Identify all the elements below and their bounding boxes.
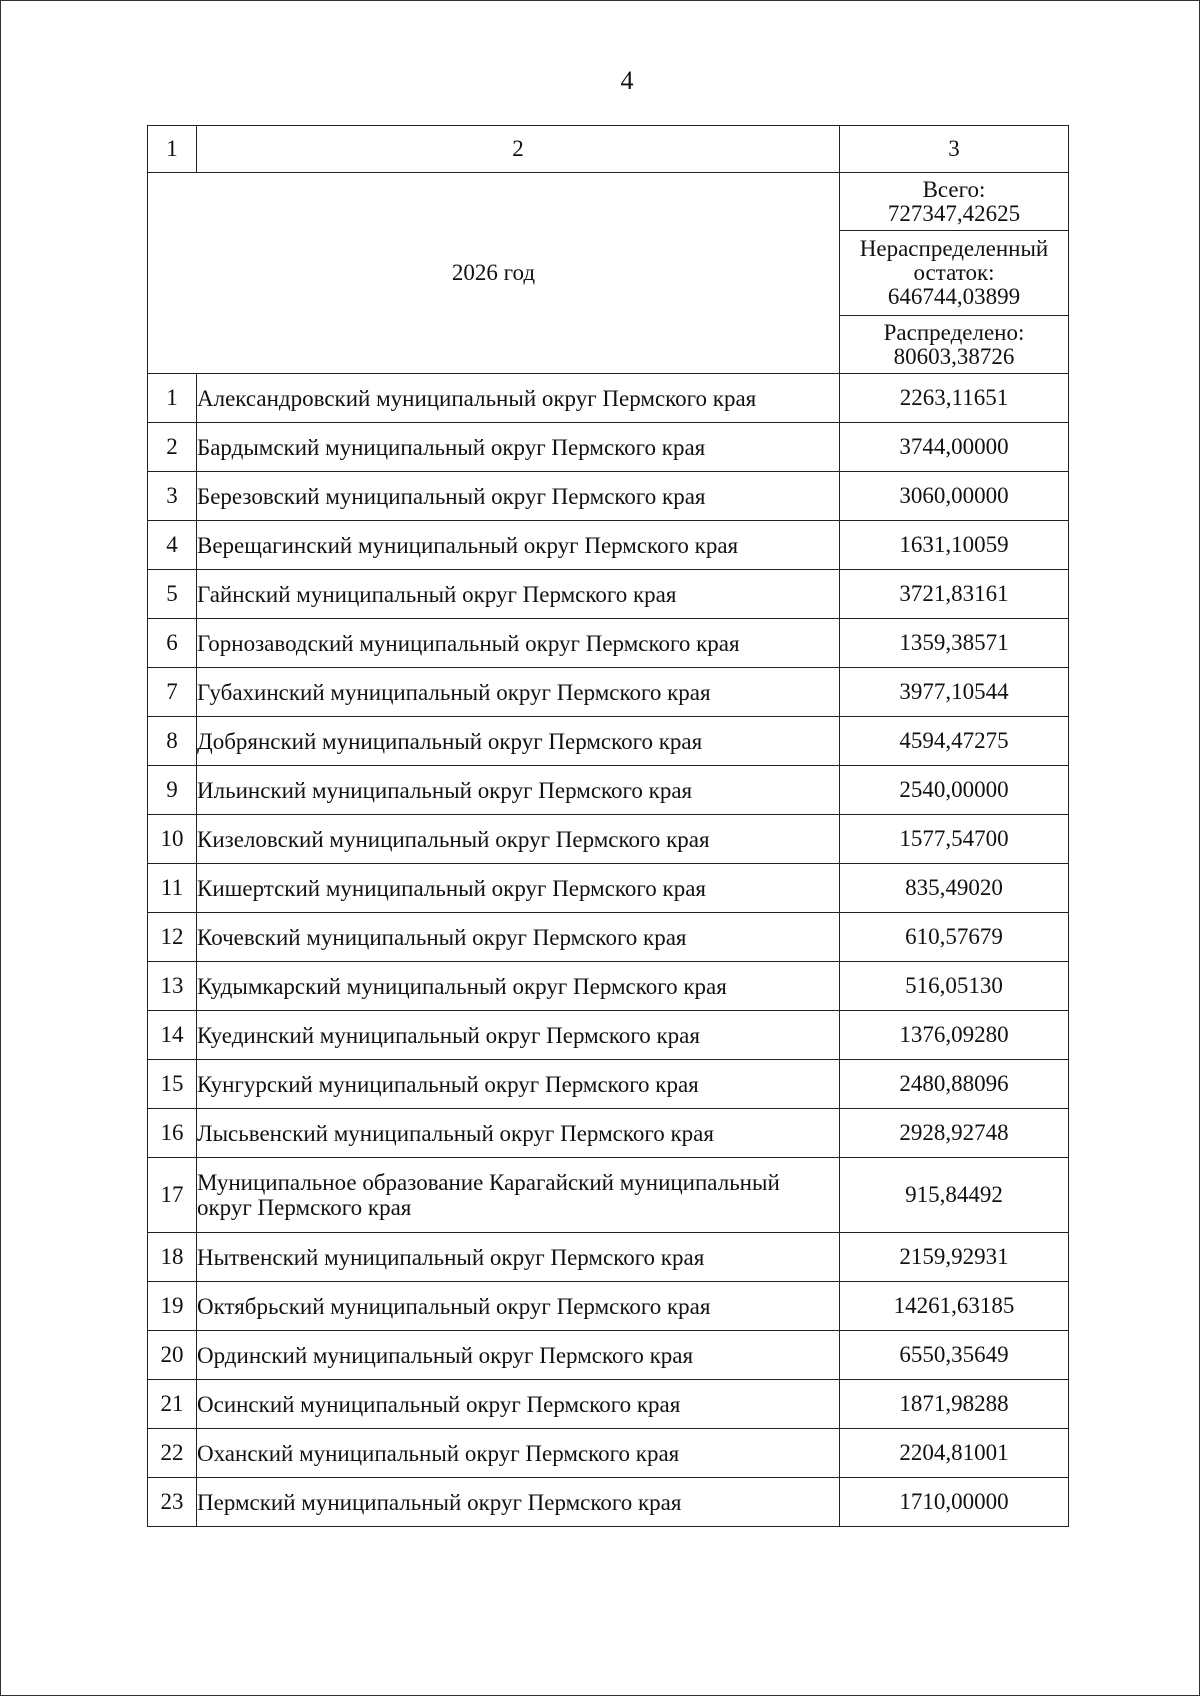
row-number: 20 — [148, 1331, 197, 1380]
year-label: 2026 год — [148, 173, 840, 374]
row-number: 19 — [148, 1282, 197, 1331]
total-value: 727347,42625 — [887, 200, 1021, 226]
table-row — [148, 717, 1069, 766]
total-label: Всего: — [922, 176, 986, 202]
table-row — [148, 374, 1069, 423]
row-number: 11 — [148, 864, 197, 913]
row-number: 16 — [148, 1109, 197, 1158]
row-number: 15 — [148, 1060, 197, 1109]
table-row — [148, 1011, 1069, 1060]
amount-value: 1577,54700 — [840, 815, 1069, 864]
amount-value: 610,57679 — [840, 913, 1069, 962]
row-number: 10 — [148, 815, 197, 864]
table-row — [148, 619, 1069, 668]
municipality-name: Березовский муниципальный округ Пермского края — [197, 472, 840, 521]
municipality-name: Горнозаводский муниципальный округ Пермского края — [197, 619, 840, 668]
amount-value: 2263,11651 — [840, 374, 1069, 423]
amount-value: 1871,98288 — [840, 1380, 1069, 1429]
distributed-cell — [840, 316, 1069, 374]
header-col-2: 2 — [197, 126, 840, 173]
row-number: 13 — [148, 962, 197, 1011]
table-row — [148, 668, 1069, 717]
table-row — [148, 1380, 1069, 1429]
municipality-name: Куединский муниципальный округ Пермского края — [197, 1011, 840, 1060]
municipality-name: Пермский муниципальный округ Пермского края — [197, 1478, 840, 1527]
row-number: 5 — [148, 570, 197, 619]
undistributed-cell — [840, 231, 1069, 316]
municipality-name: Кишертский муниципальный округ Пермского края — [197, 864, 840, 913]
row-number: 8 — [148, 717, 197, 766]
table-row — [148, 423, 1069, 472]
table-row — [148, 1282, 1069, 1331]
municipality-name: Оханский муниципальный округ Пермского края — [197, 1429, 840, 1478]
amount-value: 915,84492 — [840, 1158, 1069, 1233]
amount-value: 3744,00000 — [840, 423, 1069, 472]
summary-row-total — [148, 173, 1069, 231]
table-row — [148, 815, 1069, 864]
table-row — [148, 1429, 1069, 1478]
total-cell — [840, 173, 1069, 231]
amount-value: 2928,92748 — [840, 1109, 1069, 1158]
row-number: 23 — [148, 1478, 197, 1527]
amount-value: 3721,83161 — [840, 570, 1069, 619]
row-number: 9 — [148, 766, 197, 815]
amount-value: 516,05130 — [840, 962, 1069, 1011]
amount-value: 1631,10059 — [840, 521, 1069, 570]
amount-value: 6550,35649 — [840, 1331, 1069, 1380]
table-row — [148, 864, 1069, 913]
amount-value: 3977,10544 — [840, 668, 1069, 717]
amount-value: 2480,88096 — [840, 1060, 1069, 1109]
municipality-name: Кочевский муниципальный округ Пермского края — [197, 913, 840, 962]
table-row — [148, 962, 1069, 1011]
amount-value: 1710,00000 — [840, 1478, 1069, 1527]
table-row — [148, 1060, 1069, 1109]
municipality-name: Добрянский муниципальный округ Пермского края — [197, 717, 840, 766]
amount-value: 1359,38571 — [840, 619, 1069, 668]
row-number: 1 — [148, 374, 197, 423]
table-row — [148, 570, 1069, 619]
row-number: 21 — [148, 1380, 197, 1429]
row-number: 6 — [148, 619, 197, 668]
municipality-name: Муниципальное образование Карагайский муниципальный округ Пермского края — [197, 1158, 840, 1233]
distributed-value: 80603,38726 — [893, 343, 1015, 369]
table-row — [148, 472, 1069, 521]
undistributed-label-line1: Нераспределенный — [859, 236, 1049, 261]
table-row — [148, 1158, 1069, 1233]
table-row — [148, 1331, 1069, 1380]
table-row — [148, 913, 1069, 962]
row-number: 17 — [148, 1158, 197, 1233]
distributed-label: Распределено: — [883, 319, 1025, 345]
header-col-3: 3 — [840, 126, 1069, 173]
amount-value: 1376,09280 — [840, 1011, 1069, 1060]
header-row — [148, 126, 1069, 173]
amount-value: 4594,47275 — [840, 717, 1069, 766]
amount-value: 2204,81001 — [840, 1429, 1069, 1478]
row-number: 4 — [148, 521, 197, 570]
header-col-1: 1 — [148, 126, 197, 173]
amount-value: 3060,00000 — [840, 472, 1069, 521]
municipality-name: Верещагинский муниципальный округ Пермского края — [197, 521, 840, 570]
municipality-name: Нытвенский муниципальный округ Пермского края — [197, 1233, 840, 1282]
municipality-name: Ординский муниципальный округ Пермского края — [197, 1331, 840, 1380]
row-number: 18 — [148, 1233, 197, 1282]
amount-value: 2159,92931 — [840, 1233, 1069, 1282]
amount-value: 835,49020 — [840, 864, 1069, 913]
table-row — [148, 766, 1069, 815]
row-number: 2 — [148, 423, 197, 472]
table-row — [148, 521, 1069, 570]
municipality-name: Осинский муниципальный округ Пермского края — [197, 1380, 840, 1429]
table-body — [148, 126, 1069, 1527]
row-number: 7 — [148, 668, 197, 717]
allocation-table — [147, 125, 1069, 1527]
municipality-name: Кизеловский муниципальный округ Пермского края — [197, 815, 840, 864]
row-number: 22 — [148, 1429, 197, 1478]
municipality-name: Гайнский муниципальный округ Пермского края — [197, 570, 840, 619]
municipality-name: Бардымский муниципальный округ Пермского края — [197, 423, 840, 472]
municipality-name: Октябрьский муниципальный округ Пермского края — [197, 1282, 840, 1331]
table-row — [148, 1233, 1069, 1282]
table-row — [148, 1478, 1069, 1527]
table-row — [148, 1109, 1069, 1158]
amount-value: 2540,00000 — [840, 766, 1069, 815]
municipality-name: Губахинский муниципальный округ Пермского края — [197, 668, 840, 717]
municipality-name: Ильинский муниципальный округ Пермского края — [197, 766, 840, 815]
undistributed-value: 646744,03899 — [887, 284, 1021, 309]
undistributed-label-line2: остаток: — [913, 260, 995, 285]
municipality-name: Лысьвенский муниципальный округ Пермского края — [197, 1109, 840, 1158]
amount-value: 14261,63185 — [840, 1282, 1069, 1331]
row-number: 14 — [148, 1011, 197, 1060]
row-number: 3 — [148, 472, 197, 521]
row-number: 12 — [148, 913, 197, 962]
page-number: 4 — [620, 66, 634, 95]
municipality-name: Кудымкарский муниципальный округ Пермского края — [197, 962, 840, 1011]
municipality-name: Кунгурский муниципальный округ Пермского края — [197, 1060, 840, 1109]
municipality-name: Александровский муниципальный округ Пермского края — [197, 374, 840, 423]
